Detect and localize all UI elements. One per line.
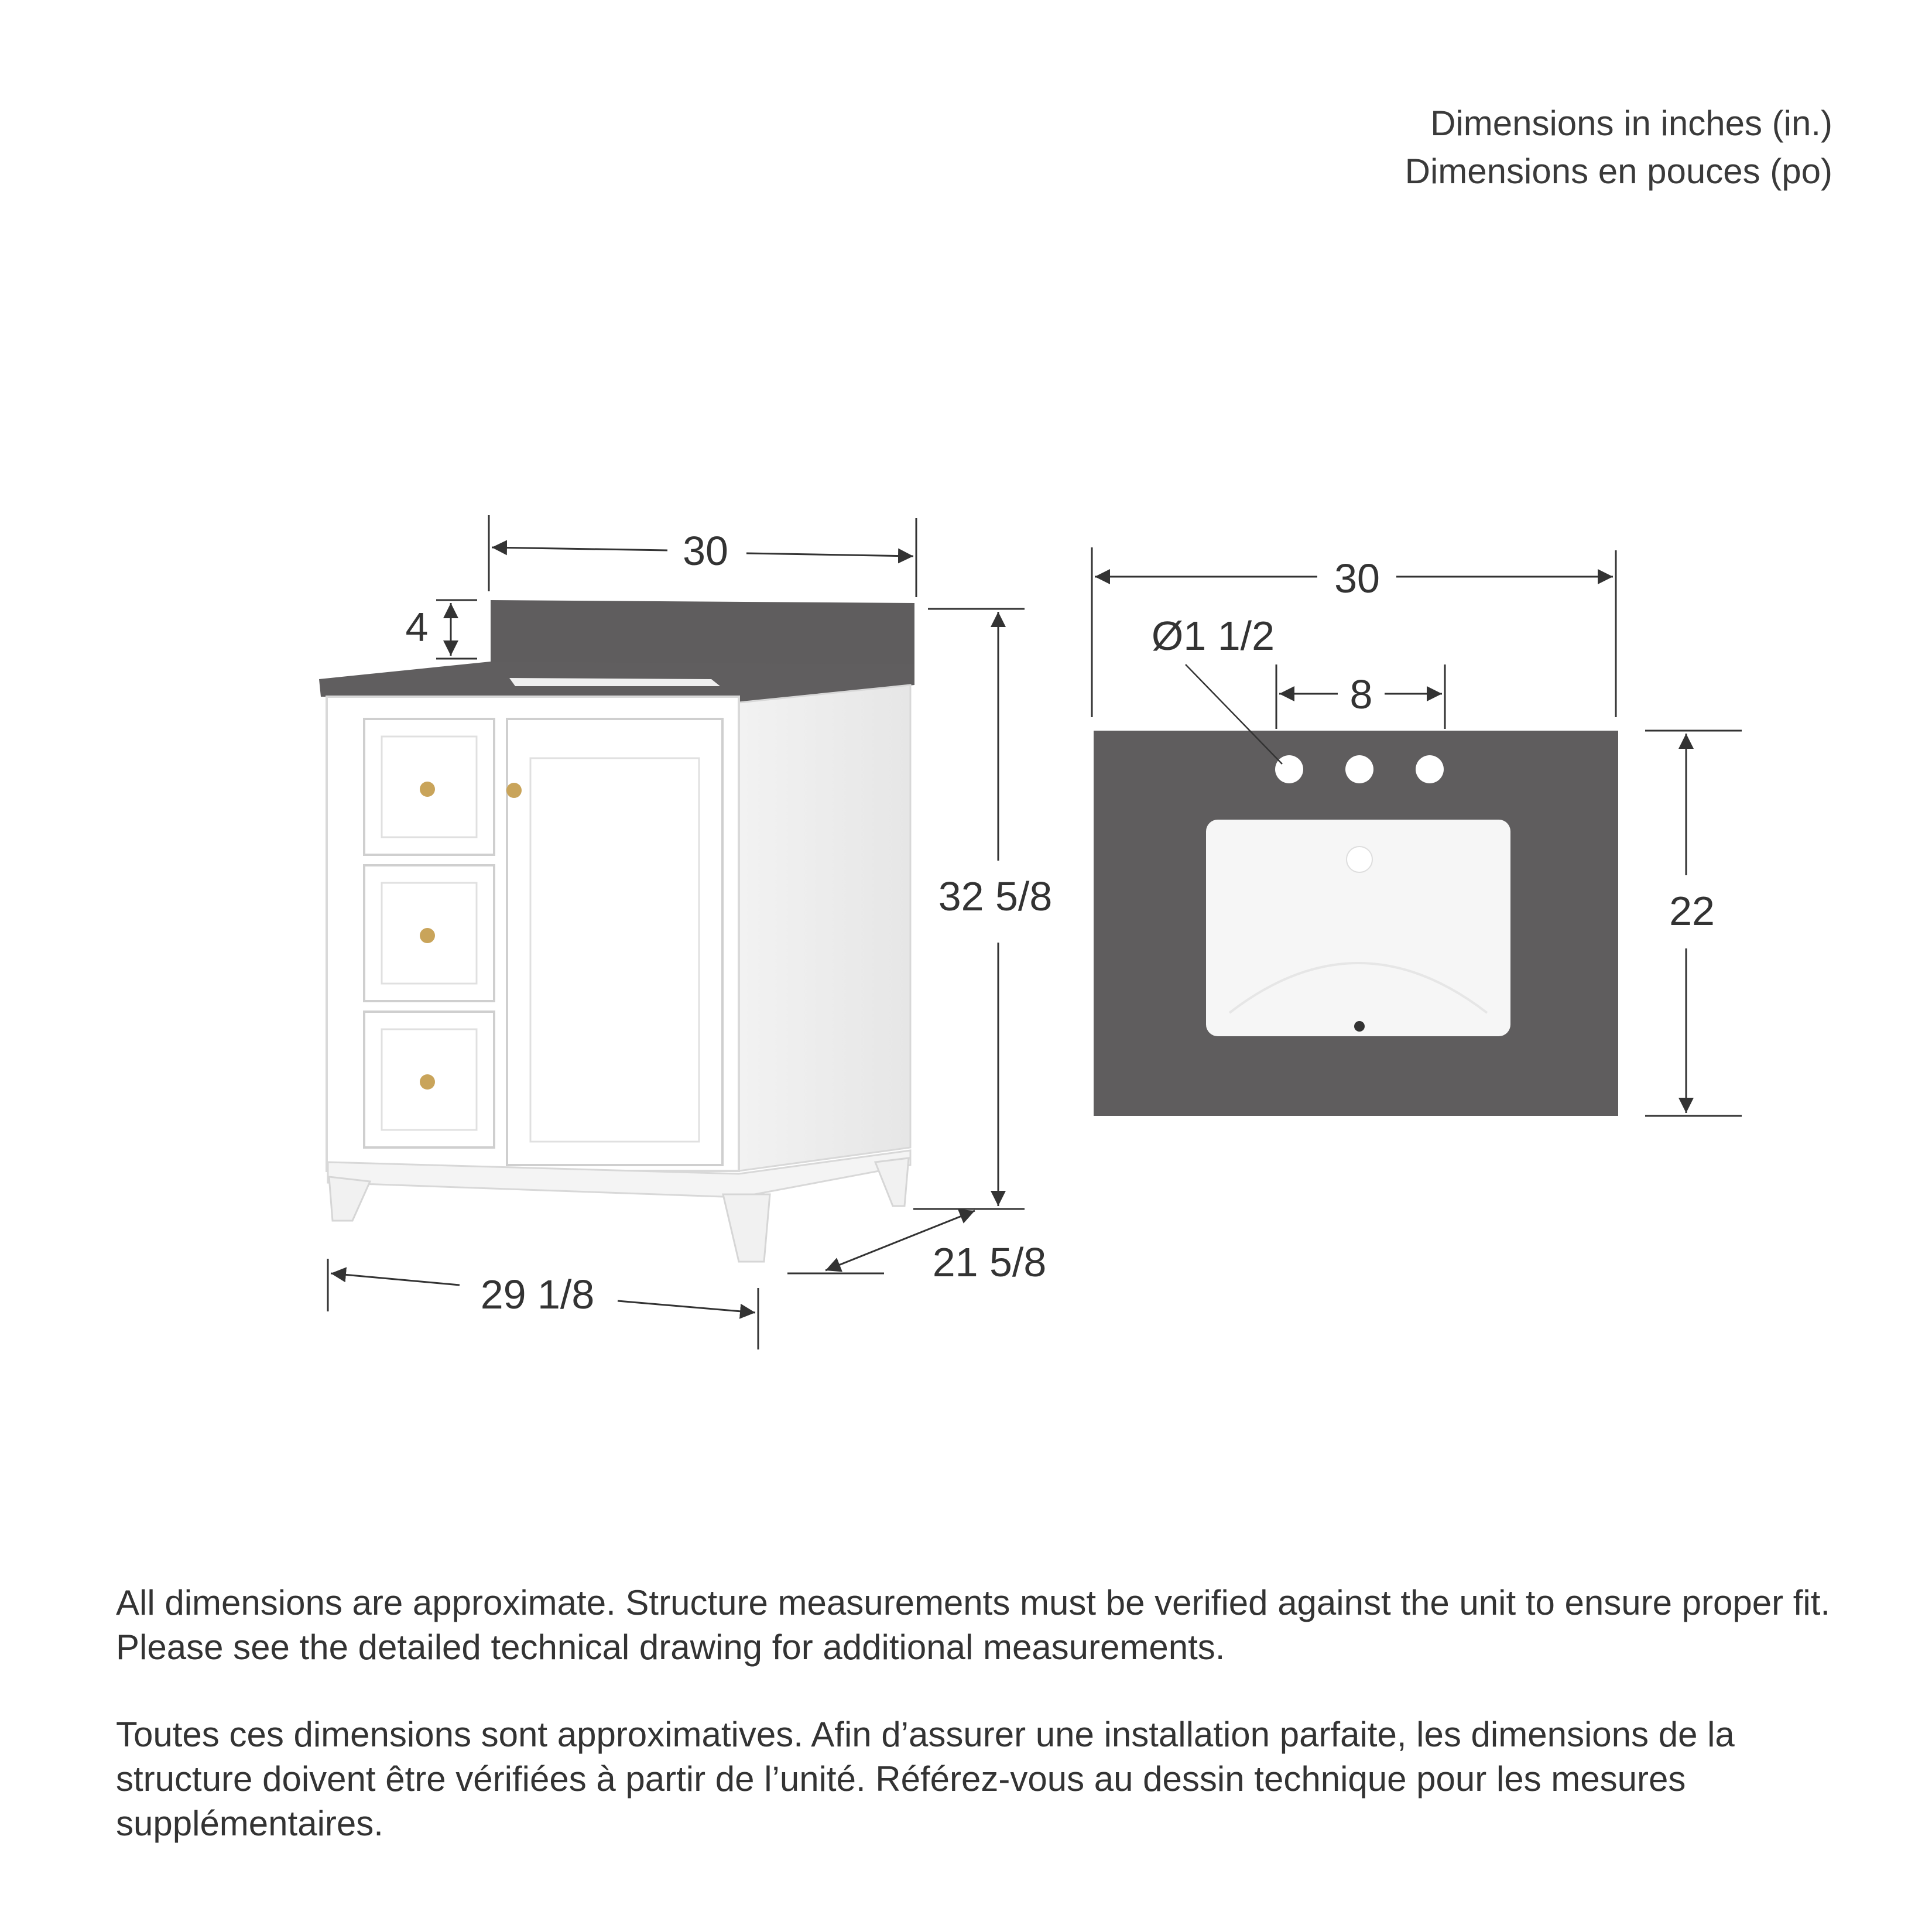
- units-label-fr: Dimensions en pouces (po): [1405, 152, 1832, 191]
- vanity-base-width-label: 29 1/8: [480, 1272, 595, 1317]
- units-label-en: Dimensions in inches (in.): [1430, 104, 1832, 143]
- cabinet-door: [506, 719, 722, 1165]
- leg: [329, 1177, 370, 1221]
- sink-drain: [1347, 847, 1372, 872]
- countertop-top-view: [1094, 731, 1618, 1116]
- disclaimer-english: All dimensions are approximate. Structure measurements must be verified against the unit to ensure proper fit. Please see the detailed technical drawing for additional measurements.: [116, 1583, 1831, 1667]
- drawer-knob: [420, 928, 435, 943]
- vanity-illustration: [319, 600, 914, 1262]
- drawer-knob: [420, 1074, 435, 1090]
- vanity-depth-label: 21 5/8: [932, 1239, 1047, 1285]
- overflow-hole: [1354, 1021, 1365, 1032]
- leg: [723, 1194, 770, 1262]
- faucet-hole: [1416, 755, 1444, 783]
- vanity-width-top-label: 30: [683, 528, 728, 574]
- leg: [875, 1158, 909, 1206]
- backsplash-height-label: 4: [405, 604, 429, 650]
- hole-spacing-label: 8: [1349, 672, 1373, 717]
- hole-diameter-label: Ø1 1/2: [1151, 613, 1275, 659]
- door-knob: [506, 783, 522, 798]
- vanity-height-label: 32 5/8: [938, 873, 1053, 919]
- drawer-knob: [420, 782, 435, 797]
- faucet-hole: [1345, 755, 1373, 783]
- disclaimer-french: Toutes ces dimensions sont approximatives. Afin d’assurer une installation parfaite, les dimensions de la structure doivent être vérifiées à partir de l’unité. Référez-vous au dessin technique pour les mesures supplémentaires.: [116, 1715, 1735, 1843]
- cabinet-side: [739, 685, 910, 1171]
- faucet-hole: [1275, 755, 1303, 783]
- drawer-stack: [364, 719, 494, 1147]
- countertop-depth-label: 22: [1669, 888, 1715, 934]
- countertop-width-label: 30: [1334, 556, 1380, 601]
